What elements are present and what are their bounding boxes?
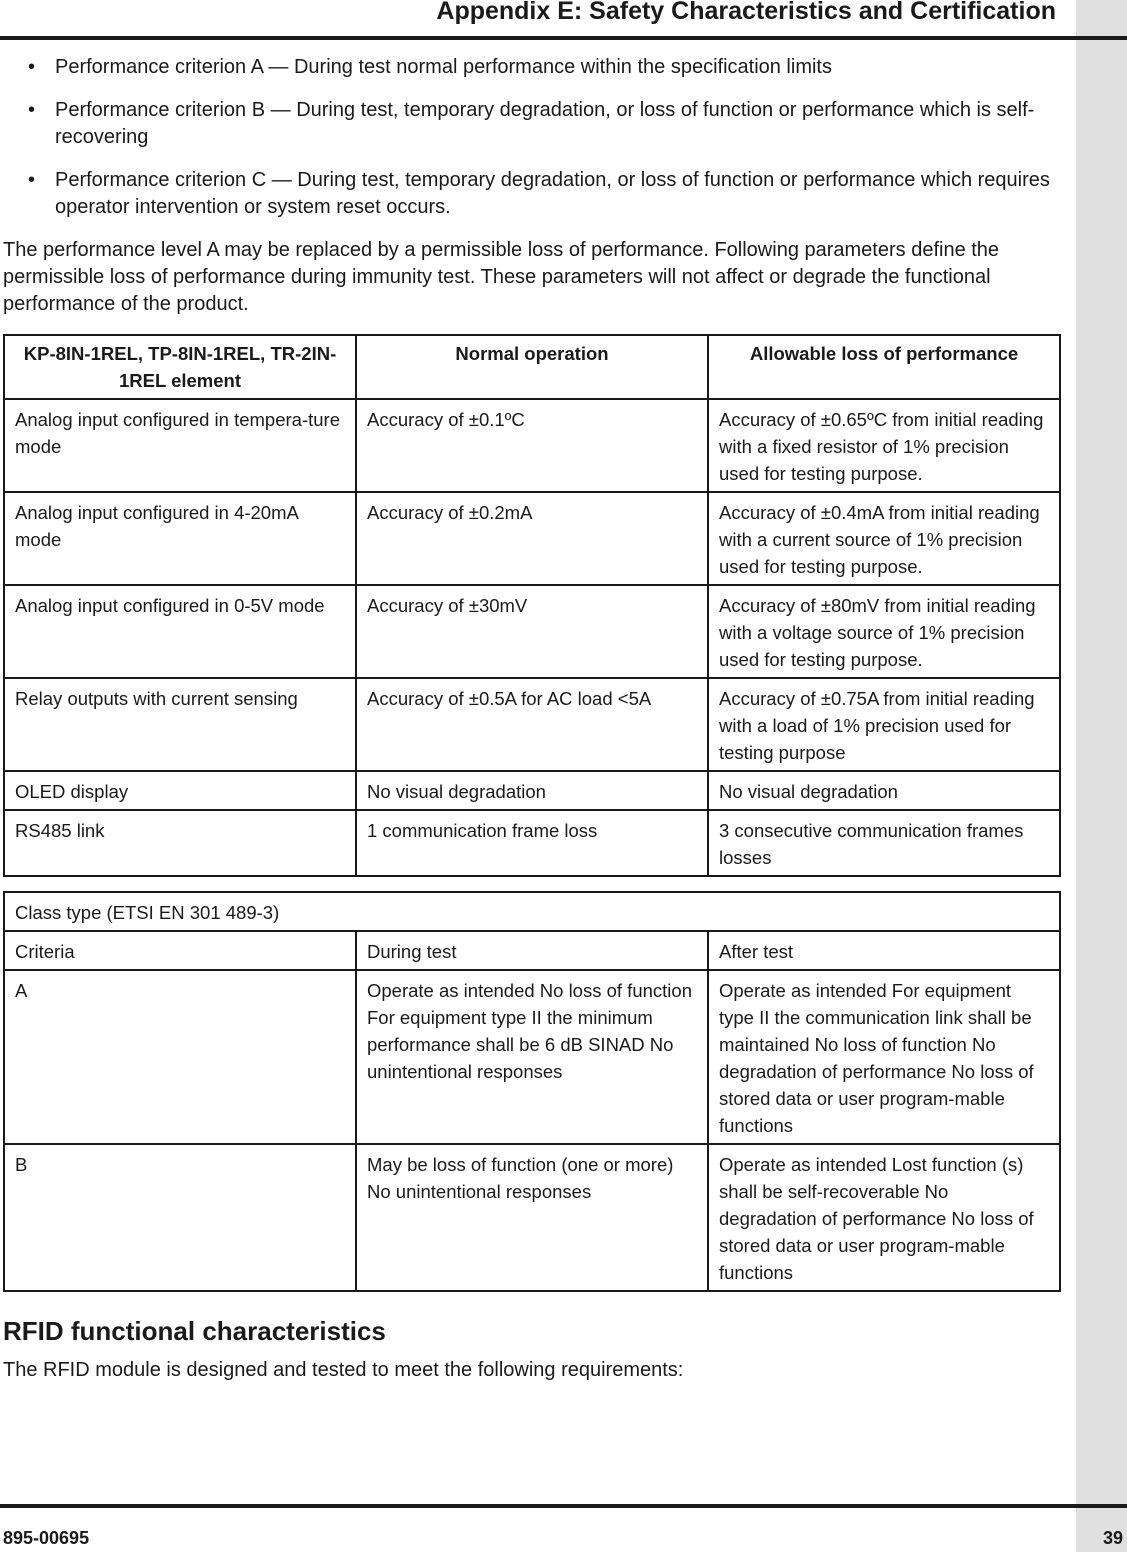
table-cell: Accuracy of ±30mV <box>356 585 708 678</box>
list-item: • Performance criterion C — During test, temporary degradation, or loss of function or performance which requires operator intervention or system reset occurs. <box>28 169 1050 218</box>
table-cell: 3 consecutive communication frames losses <box>708 810 1060 876</box>
table-row <box>4 810 1060 876</box>
table-cell: May be loss of function (one or more) No unintentional responses <box>356 1144 708 1291</box>
page-title: Appendix E: Safety Characteristics and Certification <box>436 0 1056 25</box>
table-cell: Accuracy of ±0.2mA <box>356 492 708 585</box>
margin-strip <box>1076 0 1127 1552</box>
column-header: KP-8IN-1REL, TP-8IN-1REL, TR-2IN-1REL element <box>4 335 356 399</box>
table-row <box>4 492 1060 585</box>
table-header-row <box>4 335 1060 399</box>
table-cell: No visual degradation <box>708 771 1060 810</box>
table-title: Class type (ETSI EN 301 489-3) <box>4 892 1060 931</box>
table-cell: 1 communication frame loss <box>356 810 708 876</box>
footer-rule <box>0 1504 1127 1508</box>
performance-table <box>3 334 1061 877</box>
list-item: • Performance criterion A — During test normal performance within the specification limits <box>3 54 1059 81</box>
table-cell: Relay outputs with current sensing <box>4 678 356 771</box>
list-item: • Performance criterion B — During test, temporary degradation, or loss of function or performance which is self-recovering <box>28 99 1035 148</box>
table-cell: RS485 link <box>4 810 356 876</box>
page-number: 39 <box>1103 1528 1124 1548</box>
bullet-icon: • <box>28 169 36 191</box>
table-row <box>4 399 1060 492</box>
table-row <box>4 771 1060 810</box>
table-row <box>4 970 1060 1144</box>
table-header-row <box>4 931 1060 970</box>
table-cell: Operate as intended Lost function (s) shall be self-recoverable No degradation of performance No loss of stored data or user program-mable functions <box>708 1144 1060 1291</box>
table-cell: Accuracy of ±0.65ºC from initial reading with a fixed resistor of 1% precision used for testing purpose. <box>708 399 1060 492</box>
table-row <box>4 585 1060 678</box>
table-cell: Accuracy of ±0.5A for AC load <5A <box>356 678 708 771</box>
table-cell: Accuracy of ±0.1ºC <box>356 399 708 492</box>
page-content <box>3 54 1059 1400</box>
table-cell: Analog input configured in tempera-ture mode <box>4 399 356 492</box>
table-cell: A <box>4 970 356 1144</box>
intro-paragraph: The performance level A may be replaced by a permissible loss of performance. Following parameters define the permissible loss of performance during immunity test. These parameters will not affect or degrade the functional performance of the product. <box>3 239 1000 315</box>
table-cell: Analog input configured in 0-5V mode <box>4 585 356 678</box>
table-cell: B <box>4 1144 356 1291</box>
header-rule <box>0 36 1127 40</box>
bullet-icon: • <box>28 56 36 78</box>
section-heading: RFID functional characteristics <box>3 1316 386 1346</box>
criteria-list <box>3 54 1059 221</box>
table-cell: Accuracy of ±0.4mA from initial reading with a current source of 1% precision used for testing purpose. <box>708 492 1060 585</box>
column-header: Allowable loss of performance <box>708 335 1060 399</box>
table-cell: OLED display <box>4 771 356 810</box>
table-cell: No visual degradation <box>356 771 708 810</box>
document-number: 895-00695 <box>3 1528 90 1548</box>
column-header: Criteria <box>4 931 356 970</box>
rfid-paragraph: The RFID module is designed and tested to meet the following requirements: <box>3 1359 684 1381</box>
class-type-table <box>3 891 1061 1292</box>
table-title-row <box>4 892 1060 931</box>
column-header: Normal operation <box>356 335 708 399</box>
table-cell: Analog input configured in 4-20mA mode <box>4 492 356 585</box>
table-cell: Operate as intended For equipment type II the communication link shall be maintained No loss of function No degradation of performance No loss of stored data or user program-mable functions <box>708 970 1060 1144</box>
table-cell: Accuracy of ±0.75A from initial reading with a load of 1% precision used for testing purpose <box>708 678 1060 771</box>
table-cell: Accuracy of ±80mV from initial reading with a voltage source of 1% precision used for testing purpose. <box>708 585 1060 678</box>
column-header: During test <box>356 931 708 970</box>
column-header: After test <box>708 931 1060 970</box>
table-row <box>4 678 1060 771</box>
table-cell: Operate as intended No loss of function For equipment type II the minimum performance shall be 6 dB SINAD No unintentional responses <box>356 970 708 1144</box>
bullet-icon: • <box>28 99 36 121</box>
table-row <box>4 1144 1060 1291</box>
